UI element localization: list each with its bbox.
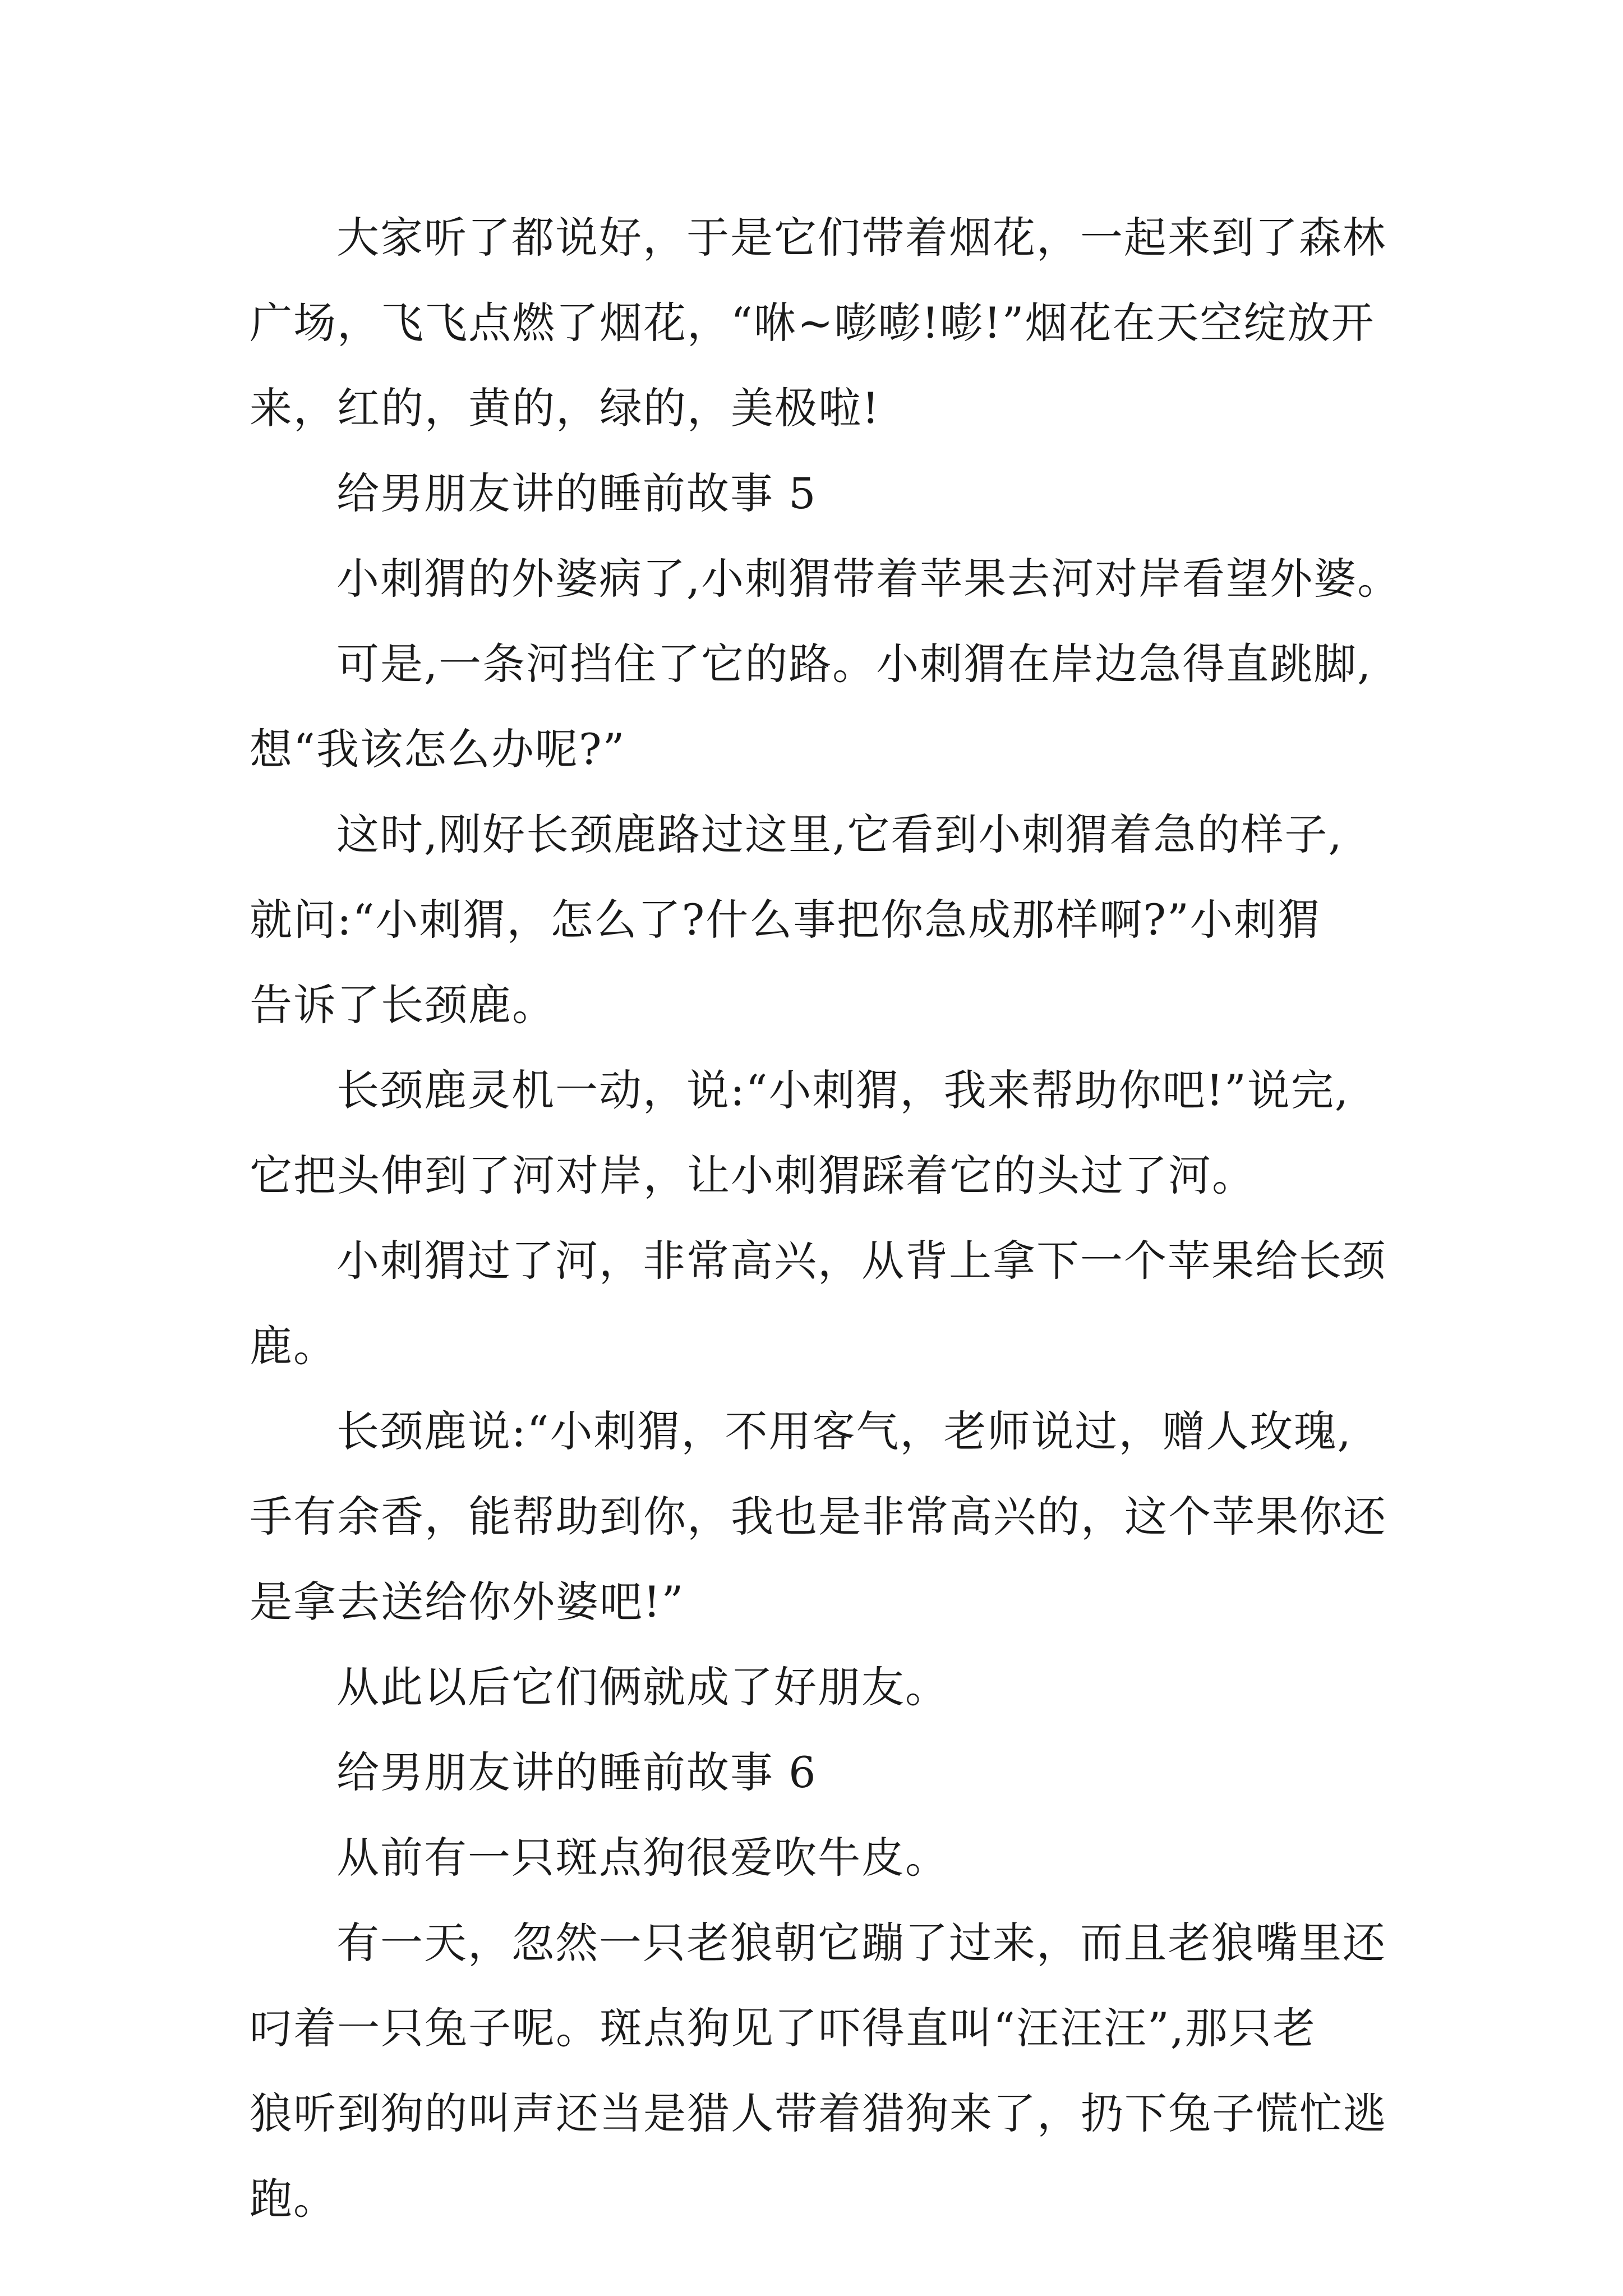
paragraph-line: 小刺猬的外婆病了,小刺猬带着苹果去河对岸看望外婆。 <box>336 554 1401 604</box>
section-heading: 给男朋友讲的睡前故事 6 <box>336 1747 817 1797</box>
paragraph-line: 长颈鹿灵机一动，说:“小刺猬，我来帮助你吧!”说完, <box>336 1065 1350 1115</box>
section-heading: 给男朋友讲的睡前故事 5 <box>336 468 817 518</box>
paragraph-line: 长颈鹿说:“小刺猬，不用客气，老师说过，赠人玫瑰, <box>336 1406 1352 1456</box>
paragraph-line: 鹿。 <box>250 1321 337 1371</box>
paragraph-line: 手有余香，能帮助到你，我也是非常高兴的，这个苹果你还 <box>250 1492 1387 1542</box>
paragraph-line: 告诉了长颈鹿。 <box>250 980 556 1030</box>
paragraph-line: 有一天，忽然一只老狼朝它蹦了过来，而且老狼嘴里还 <box>336 1918 1386 1968</box>
paragraph-line: 来，红的，黄的，绿的，美极啦! <box>250 383 880 433</box>
paragraph-line: 小刺猬过了河，非常高兴，从背上拿下一个苹果给长颈 <box>336 1236 1386 1286</box>
paragraph-line: 可是,一条河挡住了它的路。小刺猬在岸边急得直跳脚, <box>336 639 1372 689</box>
paragraph-line: 这时,刚好长颈鹿路过这里,它看到小刺猬着急的样子, <box>336 809 1343 859</box>
paragraph-line: 狼听到狗的叫声还当是猎人带着猎狗来了，扔下兔子慌忙逃 <box>250 2088 1387 2138</box>
paragraph-line: 大家听了都说好，于是它们带着烟花，一起来到了森林 <box>336 213 1386 263</box>
paragraph-line: 从前有一只斑点狗很爱吹牛皮。 <box>336 1833 949 1883</box>
paragraph-line: 想“我该怎么办呢?” <box>250 724 626 774</box>
paragraph-line: 它把头伸到了河对岸，让小刺猬踩着它的头过了河。 <box>250 1151 1256 1200</box>
paragraph-line: 是拿去送给你外婆吧!” <box>250 1577 685 1627</box>
paragraph-line: 叼着一只兔子呢。斑点狗见了吓得直叫“汪汪汪”,那只老 <box>250 2003 1316 2053</box>
paragraph-line: 跑。 <box>250 2174 337 2224</box>
paragraph-line: 广场，飞飞点燃了烟花，“咻~嘭嘭!嘭!”烟花在天空绽放开 <box>250 298 1375 348</box>
paragraph-line: 就问:“小刺猬，怎么了?什么事把你急成那样啊?”小刺猬 <box>250 895 1321 945</box>
paragraph-line: 从此以后它们俩就成了好朋友。 <box>336 1662 949 1712</box>
